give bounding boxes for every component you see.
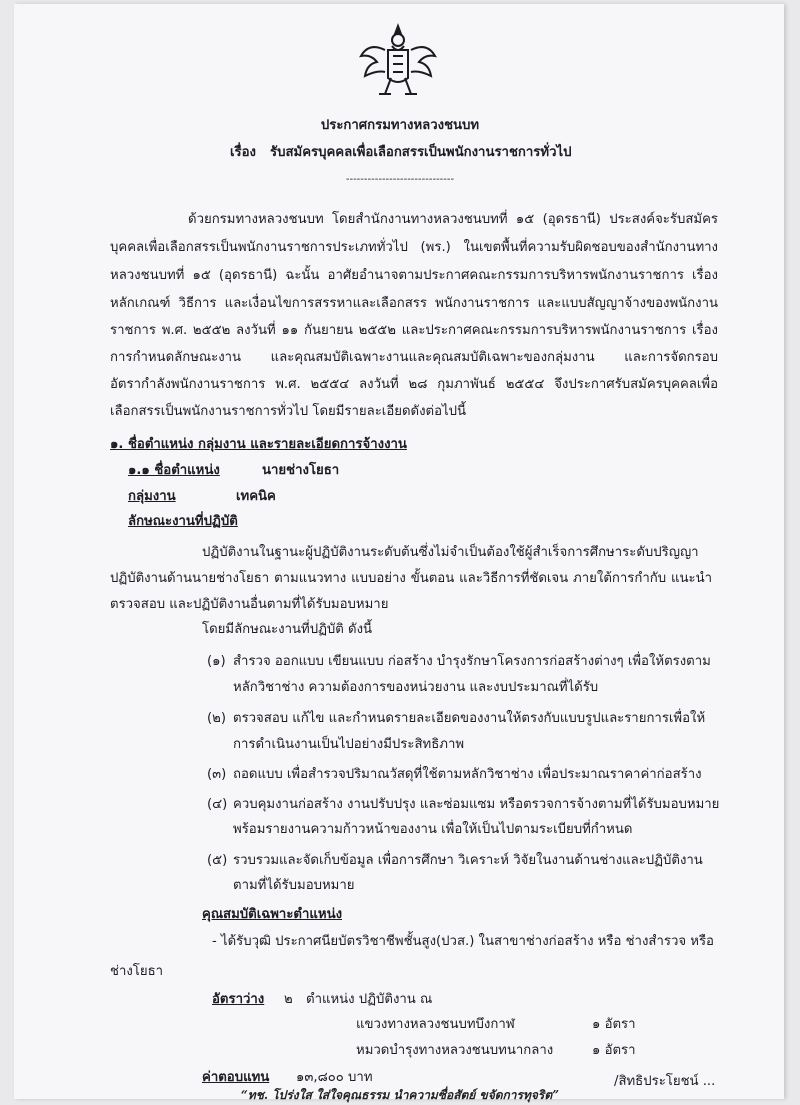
salary-label: ค่าตอบแทน <box>202 1070 270 1085</box>
duty-3-line-1: ถอดแบบ เพื่อสำรวจปริมาณวัสดุที่ใช้ตามหลักวิชาช่าง เพื่อประมาณราคาค่าก่อสร้าง <box>233 767 702 782</box>
duty-4-line-2: พร้อมรายงานความก้าวหน้าของงาน เพื่อให้เป็นไปตามระเบียบที่กำหนด <box>233 822 633 837</box>
position-label: ๑.๑ ชื่อตำแหน่ง <box>128 463 220 478</box>
intro-line-7: อัตรากำลังพนักงานราชการ พ.ศ. ๒๕๕๔ ลงวันที่ ๒๘ กุมภาพันธ์ ๒๕๕๔ จึงประกาศรับสมัครบุคคลเพื่อ <box>110 377 718 392</box>
qualification-line-2: ช่างโยธา <box>110 964 164 979</box>
duties-list-intro: โดยมีลักษณะงานที่ปฏิบัติ ดังนี้ <box>202 622 373 637</box>
subject-text: รับสมัครบุคคลเพื่อเลือกสรรเป็นพนักงานราชการทั่วไป <box>270 145 572 160</box>
duty-2-number: (๒) <box>207 711 226 726</box>
intro-line-3: หลวงชนบทที่ ๑๕ (อุดรธานี) ฉะนั้น อาศัยอำนาจตามประกาศคณะกรรมการบริหารพนักงานราชการ เรื่อง <box>110 268 718 283</box>
duties-intro-line-2: ปฏิบัติงานด้านนายช่างโยธา ตามแนวทาง แบบอย่าง ขั้นตอน และวิธีการที่ชัดเจน ภายใต้การกำกับ แนะนำ <box>110 571 712 586</box>
vacancy-count: ๒ <box>284 992 293 1007</box>
duty-1-number: (๑) <box>207 654 226 669</box>
vacancy-location-1: แขวงทางหลวงชนบทบึงกาฬ <box>356 1017 515 1032</box>
vacancy-location-1-count: ๑ อัตรา <box>592 1017 636 1032</box>
salary-value: ๑๓,๘๐๐ บาท <box>296 1070 373 1085</box>
duty-5-number: (๕) <box>207 853 228 868</box>
duty-2-line-1: ตรวจสอบ แก้ไข และกำหนดรายละเอียดของงานให้ตรงกับแบบรูปและรายการเพื่อให้ <box>233 711 706 726</box>
intro-line-4: หลักเกณฑ์ วิธีการ และเงื่อนไขการสรรหาและเลือกสรร พนักงานราชการ และแบบสัญญาจ้างของพนักงาน <box>110 296 718 311</box>
intro-line-5: ราชการ พ.ศ. ๒๕๕๒ ลงวันที่ ๑๑ กันยายน ๒๕๕๒ และประกาศคณะกรรมการบริหารพนักงานราชการ เรื่อง <box>110 323 718 338</box>
footer-motto: “ทช. โปร่งใส ใส่ใจคุณธรรม นำความซื่อสัตย์ ขจัดการทุจริต” <box>240 1088 560 1102</box>
duty-5-line-2: ตามที่ได้รับมอบหมาย <box>233 878 355 893</box>
duty-4-number: (๔) <box>207 797 228 812</box>
duty-1-line-2: หลักวิชาช่าง ความต้องการของหน่วยงาน และงบประมาณที่ได้รับ <box>233 680 599 695</box>
intro-line-8: เลือกสรรเป็นพนักงานราชการทั่วไป โดยมีรายละเอียดดังต่อไปนี้ <box>110 404 467 419</box>
intro-line-1: ด้วยกรมทางหลวงชนบท โดยสำนักงานทางหลวงชนบทที่ ๑๕ (อุดรธานี) ประสงค์จะรับสมัคร <box>188 212 718 227</box>
intro-line-6: การกำหนดลักษณะงาน และคุณสมบัติเฉพาะงานและคุณสมบัติเฉพาะของกลุ่มงาน และการจัดกรอบ <box>110 350 718 365</box>
duty-5-line-1: รวบรวมและจัดเก็บข้อมูล เพื่อการศึกษา วิเคราะห์ วิจัยในงานด้านช่างและปฏิบัติงาน <box>233 853 703 868</box>
duty-2-line-2: การดำเนินงานเป็นไปอย่างมีประสิทธิภาพ <box>233 737 465 752</box>
duties-intro-line-1: ปฏิบัติงานในฐานะผู้ปฏิบัติงานระดับต้นซึ่งไม่จำเป็นต้องใช้ผู้สำเร็จการศึกษาระดับปริญญา <box>202 545 699 560</box>
qualification-line-1: - ได้รับวุฒิ ประกาศนียบัตรวิชาชีพชั้นสูง(ปวส.) ในสาขาช่างก่อสร้าง หรือ ช่างสำรวจ หรือ <box>212 934 714 949</box>
duty-4-line-1: ควบคุมงานก่อสร้าง งานปรับปรุง และซ่อมแซม หรือตรวจการจ้างตามที่ได้รับมอบหมาย <box>233 797 720 812</box>
qualification-heading: คุณสมบัติเฉพาะตำแหน่ง <box>202 907 343 922</box>
group-value: เทคนิค <box>236 489 276 504</box>
intro-line-2: บุคคลเพื่อเลือกสรรเป็นพนักงานราชการประเภททั่วไป (พร.) ในเขตพื้นที่ความรับผิดชอบของสำนักงานทาง <box>110 240 718 255</box>
position-value: นายช่างโยธา <box>262 463 340 478</box>
announcement-title: ประกาศกรมทางหลวงชนบท <box>320 118 480 133</box>
duty-1-line-1: สำรวจ ออกแบบ เขียนแบบ ก่อสร้าง บำรุงรักษาโครงการก่อสร้างต่างๆ เพื่อให้ตรงตาม <box>233 654 711 669</box>
vacancy-location-2: หมวดบำรุงทางหลวงชนบทนากลาง <box>356 1043 554 1058</box>
section-1-heading: ๑. ชื่อตำแหน่ง กลุ่มงาน และรายละเอียดการจ้างงาน <box>110 437 407 452</box>
group-label: กลุ่มงาน <box>128 489 176 504</box>
duties-heading: ลักษณะงานที่ปฏิบัติ <box>128 514 238 529</box>
header-divider: ------------------------------ <box>345 174 455 185</box>
vacancy-label: อัตราว่าง <box>212 992 265 1007</box>
duty-3-number: (๓) <box>207 767 227 782</box>
garuda-emblem-icon <box>355 20 441 100</box>
continuation-note: /สิทธิประโยชน์ ... <box>614 1074 716 1089</box>
duties-intro-line-3: ตรวจสอบ และปฏิบัติงานอื่นตามที่ได้รับมอบหมาย <box>110 597 389 612</box>
subject-label: เรื่อง <box>230 145 256 160</box>
vacancy-text: ตำแหน่ง ปฏิบัติงาน ณ <box>306 992 433 1007</box>
vacancy-location-2-count: ๑ อัตรา <box>592 1043 636 1058</box>
